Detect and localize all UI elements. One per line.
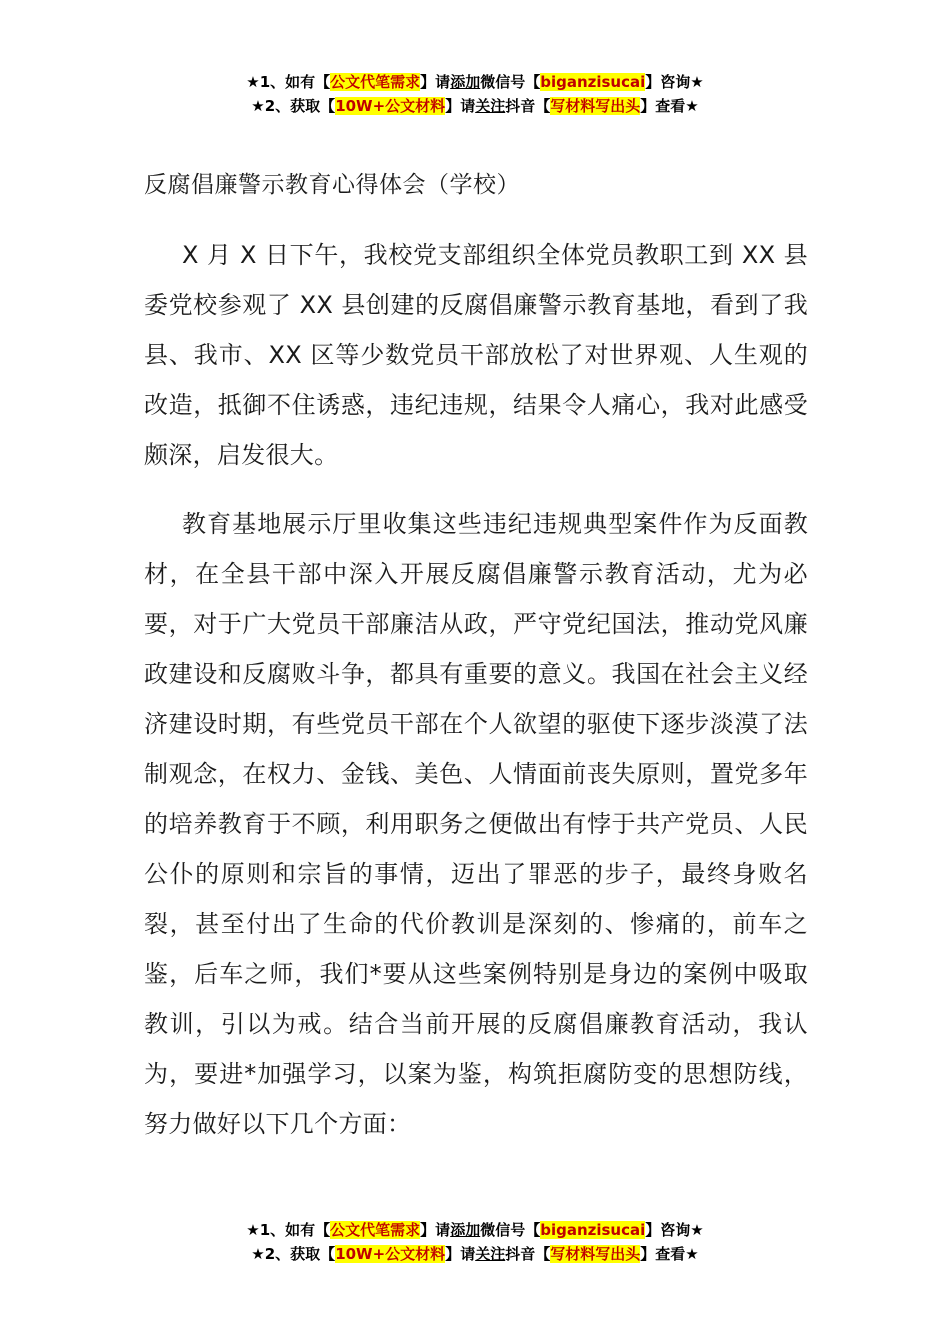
- underline-add: 添加: [450, 73, 481, 91]
- highlight-wechat-id: biganzisucai: [540, 73, 646, 91]
- highlight-materials: 10W+公文材料: [335, 97, 446, 115]
- banner-text: 】请: [420, 1221, 451, 1239]
- banner-text: 】咨询★: [645, 73, 704, 91]
- header-banner: [0, 70, 950, 118]
- banner-text: 】请: [445, 97, 476, 115]
- paragraph-1: X 月 X 日下午，我校党支部组织全体党员教职工到 XX 县委党校参观了 XX 县创建的反腐倡廉警示教育基地，看到了我县、我市、XX 区等少数党员干部放松了对世界观、人生观的改造，抵御不住诱惑，违纪违规，结果令人痛心，我对此感受颇深，启发很大。: [144, 241, 808, 469]
- banner-text: 】查看★: [640, 97, 699, 115]
- highlight-wechat-id: biganzisucai: [540, 1221, 646, 1239]
- document-title: 反腐倡廉警示教育心得体会（学校）: [144, 172, 520, 198]
- banner-line-2: [0, 94, 950, 118]
- banner-text: ★2、获取【: [251, 97, 336, 115]
- banner-text: 微信号【: [480, 1221, 541, 1239]
- highlight-douyin-account: 写材料写出头: [550, 97, 641, 115]
- footer-banner: [0, 1218, 950, 1266]
- banner-text: 】咨询★: [645, 1221, 704, 1239]
- paragraph-2: 教育基地展示厅里收集这些违纪违规典型案件作为反面教材，在全县干部中深入开展反腐倡廉警示教育活动，尤为必要，对于广大党员干部廉洁从政，严守党纪国法，推动党风廉政建设和反腐败斗争，都具有重要的意义。我国在社会主义经济建设时期，有些党员干部在个人欲望的驱使下逐步淡漠了法制观念，在权力、金钱、美色、人情面前丧失原则，置党多年的培养教育于不顾，利用职务之便做出有悖于共产党员、人民公仆的原则和宗旨的事情，迈出了罪恶的步子，最终身败名裂，甚至付出了生命的代价教训是深刻的、惨痛的，前车之鉴，后车之师，我们*要从这些案例特别是身边的案例中吸取教训，引以为戒。结合当前开展的反腐倡廉教育活动，我认为，要进*加强学习，以案为鉴，构筑拒腐防变的思想防线，努力做好以下几个方面：: [144, 510, 808, 1138]
- underline-add: 添加: [450, 1221, 481, 1239]
- banner-text: 】请: [445, 1245, 476, 1263]
- highlight-service: 公文代笔需求: [330, 73, 421, 91]
- banner-line-1: [0, 70, 950, 94]
- banner-text: ★1、如有【: [246, 73, 331, 91]
- banner-text: 】请: [420, 73, 451, 91]
- highlight-service: 公文代笔需求: [330, 1221, 421, 1239]
- banner-text: 微信号【: [480, 73, 541, 91]
- banner-text: 】查看★: [640, 1245, 699, 1263]
- highlight-materials: 10W+公文材料: [335, 1245, 446, 1263]
- banner-text: ★2、获取【: [251, 1245, 336, 1263]
- banner-text: ★1、如有【: [246, 1221, 331, 1239]
- document-body: [144, 160, 808, 1168]
- banner-text: 抖音【: [505, 97, 551, 115]
- banner-text: 抖音【: [505, 1245, 551, 1263]
- underline-follow: 关注: [475, 1245, 506, 1263]
- banner-line-2: [0, 1242, 950, 1266]
- highlight-douyin-account: 写材料写出头: [550, 1245, 641, 1263]
- underline-follow: 关注: [475, 97, 506, 115]
- banner-line-1: [0, 1218, 950, 1242]
